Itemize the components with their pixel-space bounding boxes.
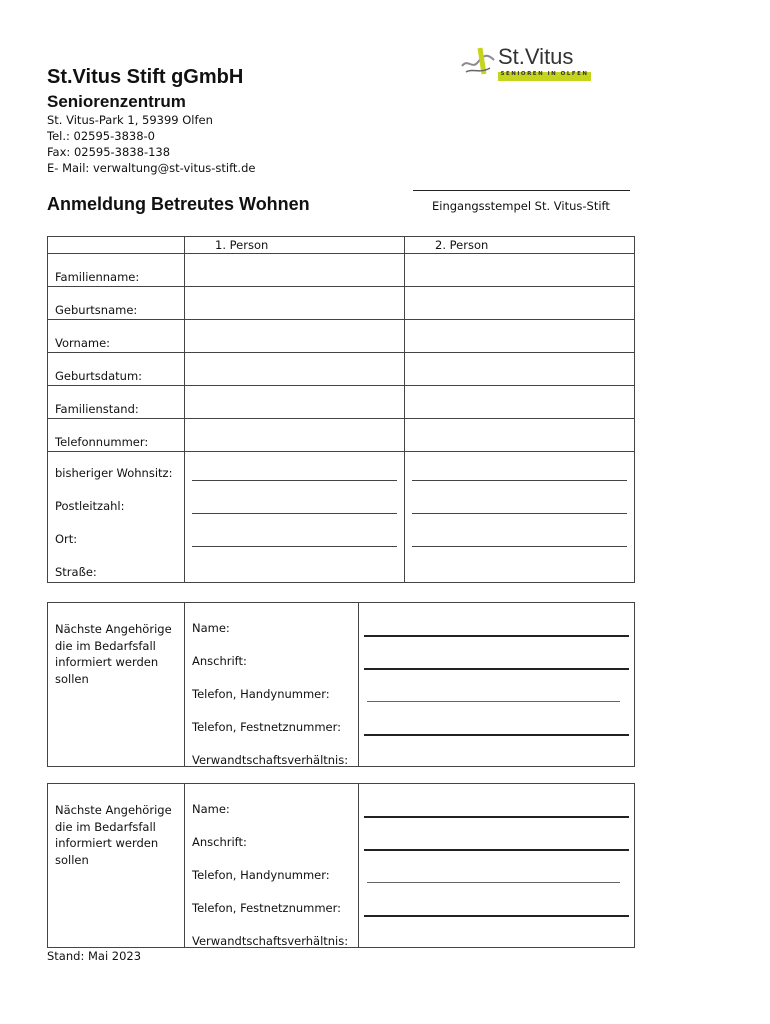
table-row	[48, 320, 635, 353]
person-1-plz-line[interactable]	[192, 513, 397, 514]
form-title: Anmeldung Betreutes Wohnen	[47, 194, 310, 214]
person-2-vorname-field[interactable]	[405, 320, 635, 353]
row-label: Vorname:	[48, 320, 185, 353]
festnetz-label: Telefon, Festnetznummer:	[192, 901, 342, 915]
person-1-familienname-field[interactable]	[185, 254, 405, 287]
relatives-inputs-cell	[359, 784, 635, 948]
verwandtschaft-label: Verwandtschaftsverhältnis:	[192, 753, 349, 767]
anschrift-line[interactable]	[364, 668, 629, 670]
wohnsitz-label: bisheriger Wohnsitz:	[55, 466, 173, 480]
header-person-1: 1. Person	[185, 237, 405, 254]
footer-date: Stand: Mai 2023	[47, 949, 142, 963]
row-label: Telefonnummer:	[48, 419, 185, 452]
person-1-wohnsitz-line[interactable]	[192, 480, 397, 481]
person-1-vorname-field[interactable]	[185, 320, 405, 353]
header-person-2: 2. Person	[405, 237, 635, 254]
relatives-table-1	[47, 602, 635, 767]
relatives-labels-cell	[185, 784, 359, 948]
address-line: St. Vitus-Park 1, 59399 Olfen	[47, 113, 213, 127]
handy-label: Telefon, Handynummer:	[192, 868, 330, 882]
person-2-wohnsitz-line[interactable]	[412, 480, 627, 481]
person-2-geburtsdatum-field[interactable]	[405, 353, 635, 386]
address-row	[48, 452, 635, 583]
verwandtschaft-label: Verwandtschaftsverhältnis:	[192, 934, 349, 948]
email-line: E- Mail: verwaltung@st-vitus-stift.de	[47, 161, 256, 175]
person-1-familienstand-field[interactable]	[185, 386, 405, 419]
ort-label: Ort:	[55, 532, 78, 546]
address-labels-cell	[48, 452, 185, 583]
logo-tagline: SENIOREN IN OLFEN	[500, 71, 589, 77]
table-row	[48, 419, 635, 452]
relatives-labels-cell	[185, 603, 359, 767]
handy-line[interactable]	[367, 882, 620, 883]
person-2-address-cell	[405, 452, 635, 583]
relatives-heading: Nächste Angehörige die im Bedarfsfall informiert werden sollen	[48, 784, 185, 948]
logo-emblem-icon	[460, 44, 500, 80]
row-label: Familienstand:	[48, 386, 185, 419]
person-2-geburtsname-field[interactable]	[405, 287, 635, 320]
relatives-heading: Nächste Angehörige die im Bedarfsfall informiert werden sollen	[48, 603, 185, 767]
person-1-address-cell	[185, 452, 405, 583]
name-label: Name:	[192, 802, 230, 816]
person-2-familienstand-field[interactable]	[405, 386, 635, 419]
organization-subtitle: Seniorenzentrum	[47, 92, 186, 111]
relatives-inputs-cell	[359, 603, 635, 767]
handy-line[interactable]	[367, 701, 620, 702]
person-2-familienname-field[interactable]	[405, 254, 635, 287]
applicant-table	[47, 236, 635, 583]
festnetz-line[interactable]	[364, 734, 629, 736]
person-2-plz-line[interactable]	[412, 513, 627, 514]
festnetz-line[interactable]	[364, 915, 629, 917]
anschrift-line[interactable]	[364, 849, 629, 851]
row-label: Familienname:	[48, 254, 185, 287]
festnetz-label: Telefon, Festnetznummer:	[192, 720, 342, 734]
st-vitus-logo	[460, 44, 595, 86]
table-header-row	[48, 237, 635, 254]
person-1-ort-line[interactable]	[192, 546, 397, 547]
row-label: Geburtsdatum:	[48, 353, 185, 386]
fax-line: Fax: 02595-3838-138	[47, 145, 171, 159]
header-empty-cell	[48, 237, 185, 254]
stamp-label: Eingangsstempel St. Vitus-Stift	[432, 199, 610, 213]
organization-name: St.Vitus Stift gGmbH	[47, 66, 244, 88]
person-1-geburtsdatum-field[interactable]	[185, 353, 405, 386]
logo-tagline-band	[498, 72, 591, 81]
phone-line: Tel.: 02595-3838-0	[47, 129, 155, 143]
anschrift-label: Anschrift:	[192, 835, 247, 849]
person-2-ort-line[interactable]	[412, 546, 627, 547]
strasse-label: Straße:	[55, 565, 97, 579]
handy-label: Telefon, Handynummer:	[192, 687, 330, 701]
plz-label: Postleitzahl:	[55, 499, 125, 513]
table-row	[48, 254, 635, 287]
name-label: Name:	[192, 621, 230, 635]
logo-wordmark: St.Vitus	[498, 44, 574, 69]
name-line[interactable]	[364, 635, 629, 637]
person-1-geburtsname-field[interactable]	[185, 287, 405, 320]
table-row	[48, 386, 635, 419]
relatives-table-2	[47, 783, 635, 948]
person-2-telefon-field[interactable]	[405, 419, 635, 452]
name-line[interactable]	[364, 816, 629, 818]
table-row	[48, 353, 635, 386]
anschrift-label: Anschrift:	[192, 654, 247, 668]
row-label: Geburtsname:	[48, 287, 185, 320]
person-1-telefon-field[interactable]	[185, 419, 405, 452]
table-row	[48, 287, 635, 320]
stamp-signature-line	[413, 190, 630, 191]
